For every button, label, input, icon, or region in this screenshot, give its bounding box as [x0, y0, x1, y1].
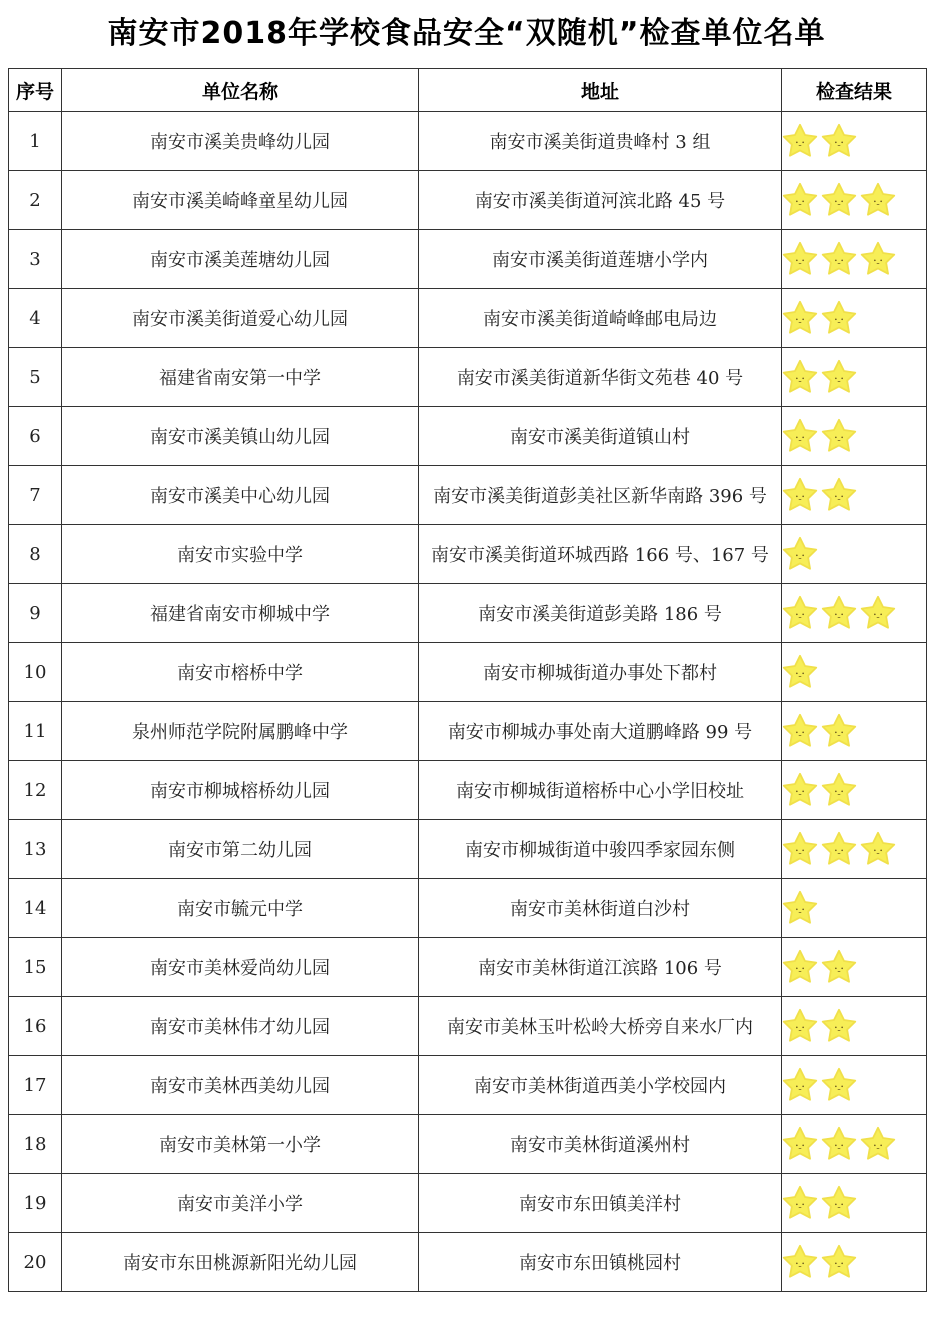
smiling-star-icon: [782, 1067, 818, 1103]
table-row: [9, 584, 927, 643]
row-address: 南安市美林街道西美小学校园内: [419, 1056, 782, 1115]
header-result: 检查结果: [782, 69, 927, 112]
row-unit-name: 南安市溪美镇山幼儿园: [62, 407, 419, 466]
star-rating: [782, 466, 926, 524]
row-address: 南安市溪美街道崎峰邮电局边: [419, 289, 782, 348]
row-index: 13: [9, 820, 62, 879]
table-row: [9, 997, 927, 1056]
row-index: 15: [9, 938, 62, 997]
row-unit-name: 南安市实验中学: [62, 525, 419, 584]
table-row: [9, 348, 927, 407]
smiling-star-icon: [821, 831, 857, 867]
row-result-stars: [782, 525, 927, 584]
row-index: 20: [9, 1233, 62, 1292]
row-result-stars: [782, 1174, 927, 1233]
row-unit-name: 南安市美林第一小学: [62, 1115, 419, 1174]
table-row: [9, 407, 927, 466]
row-unit-name: 南安市美林爱尚幼儿园: [62, 938, 419, 997]
row-result-stars: [782, 1233, 927, 1292]
row-address: 南安市溪美街道河滨北路 45 号: [419, 171, 782, 230]
star-rating: [782, 584, 926, 642]
table-row: [9, 171, 927, 230]
table-row: [9, 1233, 927, 1292]
smiling-star-icon: [821, 418, 857, 454]
smiling-star-icon: [821, 713, 857, 749]
row-result-stars: [782, 1115, 927, 1174]
star-rating: [782, 1174, 926, 1232]
smiling-star-icon: [860, 182, 896, 218]
header-index: 序号: [9, 69, 62, 112]
row-result-stars: [782, 112, 927, 171]
smiling-star-icon: [860, 1126, 896, 1162]
row-index: 1: [9, 112, 62, 171]
row-unit-name: 南安市溪美贵峰幼儿园: [62, 112, 419, 171]
table-row: [9, 1174, 927, 1233]
table-row: [9, 1115, 927, 1174]
row-index: 8: [9, 525, 62, 584]
row-address: 南安市美林街道江滨路 106 号: [419, 938, 782, 997]
row-address: 南安市柳城街道中骏四季家园东侧: [419, 820, 782, 879]
row-result-stars: [782, 1056, 927, 1115]
smiling-star-icon: [821, 1126, 857, 1162]
row-unit-name: 南安市溪美街道爱心幼儿园: [62, 289, 419, 348]
row-index: 19: [9, 1174, 62, 1233]
smiling-star-icon: [782, 949, 818, 985]
header-unit-name: 单位名称: [62, 69, 419, 112]
table-row: [9, 112, 927, 171]
row-address: 南安市东田镇美洋村: [419, 1174, 782, 1233]
row-unit-name: 南安市东田桃源新阳光幼儿园: [62, 1233, 419, 1292]
table-row: [9, 761, 927, 820]
smiling-star-icon: [821, 241, 857, 277]
star-rating: [782, 761, 926, 819]
row-address: 南安市东田镇桃园村: [419, 1233, 782, 1292]
smiling-star-icon: [860, 831, 896, 867]
row-result-stars: [782, 761, 927, 820]
star-rating: [782, 643, 926, 701]
row-address: 南安市溪美街道莲塘小学内: [419, 230, 782, 289]
star-rating: [782, 938, 926, 996]
page-title: 南安市2018年学校食品安全“双随机”检查单位名单: [107, 16, 826, 51]
smiling-star-icon: [782, 890, 818, 926]
table-row: [9, 643, 927, 702]
row-address: 南安市美林玉叶松岭大桥旁自来水厂内: [419, 997, 782, 1056]
star-rating: [782, 171, 926, 229]
row-address: 南安市溪美街道彭美路 186 号: [419, 584, 782, 643]
table-row: [9, 879, 927, 938]
table-row: [9, 230, 927, 289]
star-rating: [782, 879, 926, 937]
row-result-stars: [782, 584, 927, 643]
row-result-stars: [782, 466, 927, 525]
smiling-star-icon: [782, 1244, 818, 1280]
row-index: 2: [9, 171, 62, 230]
star-rating: [782, 997, 926, 1055]
table-row: [9, 466, 927, 525]
row-index: 17: [9, 1056, 62, 1115]
star-rating: [782, 112, 926, 170]
star-rating: [782, 230, 926, 288]
table-row: [9, 820, 927, 879]
smiling-star-icon: [782, 418, 818, 454]
row-index: 16: [9, 997, 62, 1056]
star-rating: [782, 289, 926, 347]
table-row: [9, 289, 927, 348]
smiling-star-icon: [821, 182, 857, 218]
row-unit-name: 南安市溪美崎峰童星幼儿园: [62, 171, 419, 230]
row-result-stars: [782, 879, 927, 938]
row-result-stars: [782, 997, 927, 1056]
star-rating: [782, 525, 926, 583]
row-address: 南安市美林街道白沙村: [419, 879, 782, 938]
row-unit-name: 南安市溪美莲塘幼儿园: [62, 230, 419, 289]
smiling-star-icon: [821, 1244, 857, 1280]
smiling-star-icon: [860, 595, 896, 631]
row-result-stars: [782, 938, 927, 997]
smiling-star-icon: [782, 359, 818, 395]
smiling-star-icon: [782, 477, 818, 513]
row-address: 南安市溪美街道贵峰村 3 组: [419, 112, 782, 171]
row-index: 9: [9, 584, 62, 643]
row-unit-name: 泉州师范学院附属鹏峰中学: [62, 702, 419, 761]
row-index: 11: [9, 702, 62, 761]
row-result-stars: [782, 289, 927, 348]
table-body: [9, 112, 927, 1292]
row-index: 18: [9, 1115, 62, 1174]
row-address: 南安市溪美街道环城西路 166 号、167 号: [419, 525, 782, 584]
row-index: 5: [9, 348, 62, 407]
row-index: 3: [9, 230, 62, 289]
row-unit-name: 南安市毓元中学: [62, 879, 419, 938]
smiling-star-icon: [821, 477, 857, 513]
star-rating: [782, 1056, 926, 1114]
row-index: 7: [9, 466, 62, 525]
row-index: 6: [9, 407, 62, 466]
row-result-stars: [782, 348, 927, 407]
smiling-star-icon: [821, 595, 857, 631]
smiling-star-icon: [821, 359, 857, 395]
smiling-star-icon: [782, 831, 818, 867]
smiling-star-icon: [821, 772, 857, 808]
row-unit-name: 南安市榕桥中学: [62, 643, 419, 702]
table-row: [9, 1056, 927, 1115]
smiling-star-icon: [821, 123, 857, 159]
row-unit-name: 南安市美洋小学: [62, 1174, 419, 1233]
row-address: 南安市柳城办事处南大道鹏峰路 99 号: [419, 702, 782, 761]
row-index: 4: [9, 289, 62, 348]
inspection-table: [8, 68, 927, 1292]
smiling-star-icon: [782, 241, 818, 277]
star-rating: [782, 407, 926, 465]
header-address: 地址: [419, 69, 782, 112]
smiling-star-icon: [782, 1185, 818, 1221]
row-address: 南安市柳城街道办事处下都村: [419, 643, 782, 702]
smiling-star-icon: [782, 713, 818, 749]
table-header-row: [9, 69, 927, 112]
table-row: [9, 938, 927, 997]
row-address: 南安市美林街道溪州村: [419, 1115, 782, 1174]
row-unit-name: 南安市美林伟才幼儿园: [62, 997, 419, 1056]
row-index: 14: [9, 879, 62, 938]
row-unit-name: 南安市美林西美幼儿园: [62, 1056, 419, 1115]
smiling-star-icon: [782, 1126, 818, 1162]
smiling-star-icon: [782, 536, 818, 572]
smiling-star-icon: [782, 123, 818, 159]
row-address: 南安市溪美街道新华街文苑巷 40 号: [419, 348, 782, 407]
row-address: 南安市溪美街道镇山村: [419, 407, 782, 466]
smiling-star-icon: [782, 772, 818, 808]
smiling-star-icon: [782, 654, 818, 690]
star-rating: [782, 348, 926, 406]
star-rating: [782, 1115, 926, 1173]
smiling-star-icon: [782, 595, 818, 631]
row-unit-name: 福建省南安第一中学: [62, 348, 419, 407]
row-index: 10: [9, 643, 62, 702]
smiling-star-icon: [821, 300, 857, 336]
star-rating: [782, 702, 926, 760]
table-row: [9, 525, 927, 584]
row-unit-name: 南安市溪美中心幼儿园: [62, 466, 419, 525]
smiling-star-icon: [782, 300, 818, 336]
star-rating: [782, 820, 926, 878]
star-rating: [782, 1233, 926, 1291]
smiling-star-icon: [821, 1008, 857, 1044]
row-result-stars: [782, 230, 927, 289]
row-unit-name: 南安市第二幼儿园: [62, 820, 419, 879]
smiling-star-icon: [782, 1008, 818, 1044]
row-result-stars: [782, 171, 927, 230]
smiling-star-icon: [782, 182, 818, 218]
row-unit-name: 南安市柳城榕桥幼儿园: [62, 761, 419, 820]
row-result-stars: [782, 820, 927, 879]
row-unit-name: 福建省南安市柳城中学: [62, 584, 419, 643]
row-result-stars: [782, 643, 927, 702]
table-row: [9, 702, 927, 761]
row-index: 12: [9, 761, 62, 820]
row-address: 南安市柳城街道榕桥中心小学旧校址: [419, 761, 782, 820]
smiling-star-icon: [821, 949, 857, 985]
smiling-star-icon: [860, 241, 896, 277]
smiling-star-icon: [821, 1185, 857, 1221]
row-result-stars: [782, 407, 927, 466]
smiling-star-icon: [821, 1067, 857, 1103]
row-result-stars: [782, 702, 927, 761]
row-address: 南安市溪美街道彭美社区新华南路 396 号: [419, 466, 782, 525]
